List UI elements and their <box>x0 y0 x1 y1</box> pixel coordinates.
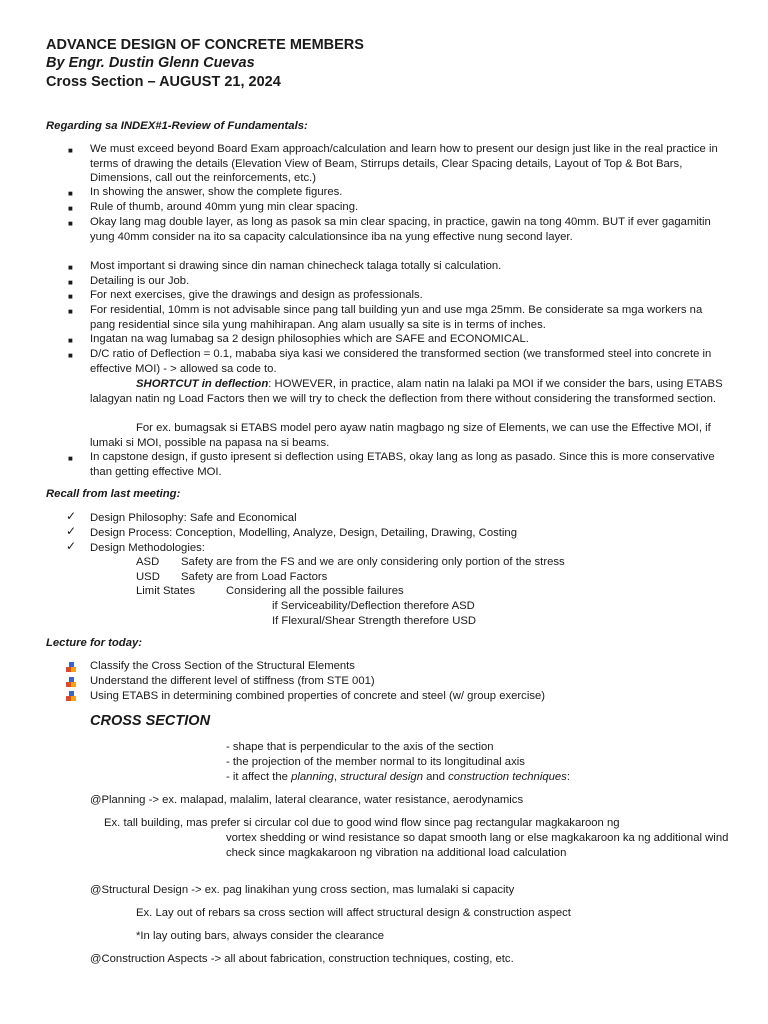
limit-states-serviceability: if Serviceability/Deflection therefore ASD <box>272 600 475 612</box>
review-bullet-11: In capstone design, if gusto ipresent si deflection using ETABS, okay lang as long as pasado. Since this is more conservative than getting effective MOI. <box>90 451 715 478</box>
usd-label: USD <box>136 571 160 583</box>
definition-1: - shape that is perpendicular to the axis of the section <box>226 741 494 753</box>
review-bullet-3: Rule of thumb, around 40mm yung min clear spacing. <box>90 201 359 213</box>
flag-bullet-icon <box>66 690 77 701</box>
clearance-note: *In lay outing bars, always consider the clearance <box>136 930 385 942</box>
recall-heading: Recall from last meeting: <box>46 488 181 500</box>
square-bullet-icon: ■ <box>68 307 73 316</box>
document-author: By Engr. Dustin Glenn Cuevas <box>46 55 255 71</box>
document-title: ADVANCE DESIGN OF CONCRETE MEMBERS <box>46 37 364 53</box>
shortcut-paragraph <box>90 377 730 406</box>
asd-text: Safety are from the FS and we are only considering only portion of the stress <box>181 556 565 568</box>
review-bullet-8: For residential, 10mm is not advisable since pang tall building yun and use mga 25mm. Be considerate sa mga workers na pang residential since sila yung mahihirapan. Ang alam usually sa site is in terms of inches. <box>90 304 703 331</box>
recall-item-1: Design Philosophy: Safe and Economical <box>90 512 297 524</box>
flag-bullet-icon <box>66 661 77 672</box>
lecture-item-3: Using ETABS in determining combined properties of concrete and steel (w/ group exercise) <box>90 690 546 702</box>
review-bullet-2: In showing the answer, show the complete figures. <box>90 186 343 198</box>
definition-2: - the projection of the member normal to its longitudinal axis <box>226 756 525 768</box>
checkmark-icon: ✓ <box>66 509 77 523</box>
shortcut-text: : HOWEVER, in practice, alam natin na lalaki pa MOI if we consider the bars, using ETABS lalagyan natin ng Load Factors then we will try to check the deflection from there without considering the transformed section. <box>90 378 723 405</box>
square-bullet-icon: ■ <box>68 219 73 228</box>
cross-section-title: CROSS SECTION <box>90 713 211 729</box>
square-bullet-icon: ■ <box>68 351 73 360</box>
document-subtitle: Cross Section – AUGUST 21, 2024 <box>46 74 281 90</box>
review-bullet-6: Detailing is our Job. <box>90 275 190 287</box>
construction-aspects-line: @Construction Aspects -> all about fabrication, construction techniques, costing, etc. <box>90 953 514 965</box>
shortcut-label: SHORTCUT in deflection <box>136 378 269 390</box>
flag-bullet-icon <box>66 676 77 687</box>
square-bullet-icon: ■ <box>68 454 73 463</box>
recall-item-2: Design Process: Conception, Modelling, Analyze, Design, Detailing, Drawing, Costing <box>90 527 517 539</box>
tall-building-example: Ex. tall building, mas prefer si circular col due to good wind flow since pag rectangular magkakaroon ng <box>104 817 620 829</box>
square-bullet-icon: ■ <box>68 146 73 155</box>
limit-states-label: Limit States <box>136 585 196 597</box>
rebar-layout-example: Ex. Lay out of rebars sa cross section will affect structural design & construction aspect <box>136 907 571 919</box>
review-bullet-4: Okay lang mag double layer, as long as pasok sa min clear spacing, in practice, gawin na tong 40mm. BUT if ever gagamitin yung 40mm consider na ito sa capacity calculationsince iba na yung effective nung second layer. <box>90 216 711 243</box>
square-bullet-icon: ■ <box>68 292 73 301</box>
limit-states-text: Considering all the possible failures <box>226 585 404 597</box>
review-bullet-1: We must exceed beyond Board Exam approach/calculation and learn how to present our design just like in the real practice in terms of drawing the details (Elevation View of Beam, Stirrups details, Clear Spacing details, Layout of Top & Bot Bars, Dimensions, call out the reinforcements, etc.) <box>90 143 718 185</box>
review-bullet-5: Most important si drawing since din naman chinecheck talaga totally si calculation. <box>90 260 502 272</box>
checkmark-icon: ✓ <box>66 539 77 553</box>
checkmark-icon: ✓ <box>66 524 77 538</box>
definition-3: - it affect the planning, structural design and construction techniques: <box>226 771 570 783</box>
square-bullet-icon: ■ <box>68 336 73 345</box>
for-example-paragraph: For ex. bumagsak si ETABS model pero ayaw natin magbago ng size of Elements, we can use the Effective MOI, if lumaki si MOI, possible na papasa na si beams. <box>90 422 711 449</box>
lecture-item-1: Classify the Cross Section of the Structural Elements <box>90 660 355 672</box>
lecture-item-2: Understand the different level of stiffness (from STE 001) <box>90 675 375 687</box>
planning-line: @Planning -> ex. malapad, malalim, lateral clearance, water resistance, aerodynamics <box>90 794 524 806</box>
lecture-heading: Lecture for today: <box>46 637 143 649</box>
usd-text: Safety are from Load Factors <box>181 571 328 583</box>
tall-building-example-cont: vortex shedding or wind resistance so dapat smooth lang or else magkakaroon ka ng additional wind check since magkakaroon ng vibration na additional load calculation <box>226 832 729 859</box>
limit-states-strength: If Flexural/Shear Strength therefore USD <box>272 615 477 627</box>
review-bullet-9: Ingatan na wag lumabag sa 2 design philosophies which are SAFE and ECONOMICAL. <box>90 333 529 345</box>
review-bullet-10: D/C ratio of Deflection = 0.1, mababa siya kasi we considered the transformed section (we transformed steel into concrete in effective MOI) - > allowed sa code to. <box>90 348 712 375</box>
square-bullet-icon: ■ <box>68 263 73 272</box>
structural-design-line: @Structural Design -> ex. pag linakihan yung cross section, mas lumalaki si capacity <box>90 884 515 896</box>
review-heading: Regarding sa INDEX#1-Review of Fundamentals: <box>46 120 308 132</box>
square-bullet-icon: ■ <box>68 189 73 198</box>
asd-label: ASD <box>136 556 160 568</box>
recall-item-3: Design Methodologies: <box>90 542 205 554</box>
square-bullet-icon: ■ <box>68 204 73 213</box>
review-bullet-7: For next exercises, give the drawings and design as professionals. <box>90 289 423 301</box>
square-bullet-icon: ■ <box>68 278 73 287</box>
